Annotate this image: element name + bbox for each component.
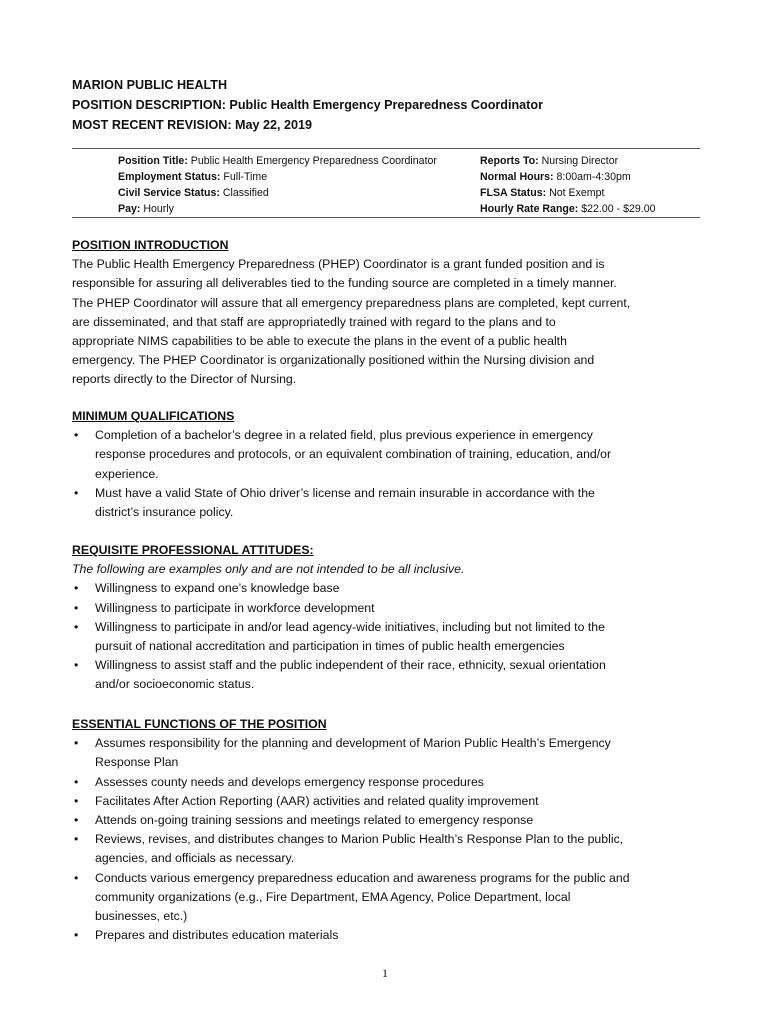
list-item: • Completion of a bachelor’s degree in a related field, plus previous experience in emergency response procedures and protocols, or an equivalent combination of training, education, and/or experience. [74, 428, 612, 481]
functions-list [72, 734, 704, 945]
info-column-left [118, 153, 437, 217]
bullet-icon: • [74, 658, 79, 673]
info-row-civil-service-status: Civil Service Status: Classified [118, 187, 269, 199]
position-description-title: POSITION DESCRIPTION: Public Health Emergency Preparedness Coordinator [72, 98, 543, 112]
list-item: • Prepares and distributes education materials [72, 926, 704, 945]
info-column-right [480, 153, 655, 217]
section-heading: MINIMUM QUALIFICATIONS [72, 409, 235, 423]
bullet-icon: • [74, 736, 79, 751]
text-line: The PHEP Coordinator will assure that all emergency preparedness plans are completed, kept current, [72, 295, 631, 310]
bullet-icon: • [74, 581, 79, 596]
attitudes-note: The following are examples only and are not intended to be all inclusive. [72, 562, 465, 577]
list-item: • Assesses county needs and develops emergency response procedures [72, 773, 704, 792]
text-line: responsible for assuring all deliverables tied to the funding source are completed in a timely manner. [72, 276, 617, 291]
page-number: 1 [382, 966, 388, 980]
document-header [72, 75, 543, 135]
info-row-normal-hours: Normal Hours: 8:00am-4:30pm [480, 171, 631, 183]
list-item: • Facilitates After Action Reporting (AAR) activities and related quality improvement [72, 792, 704, 811]
text-line: appropriate NIMS capabilities to be able to execute the plans in the event of a public health [72, 334, 567, 349]
bullet-icon: • [74, 619, 79, 634]
bullet-icon: • [74, 774, 79, 789]
section-position-introduction [72, 236, 704, 390]
text-line: are disseminated, and that staff are appropriatedly trained with regard to the plans and to [72, 314, 556, 329]
list-item: • Willingness to expand one’s knowledge base [72, 579, 704, 598]
info-row-pay: Pay: Hourly [118, 203, 174, 215]
list-item: • Assumes responsibility for the planning and development of Marion Public Health’s Emergency Response Plan [74, 736, 611, 770]
attitudes-list [72, 579, 704, 694]
bullet-icon: • [74, 485, 79, 500]
bullet-icon: • [74, 428, 79, 443]
section-heading: REQUISITE PROFESSIONAL ATTITUDES: [72, 543, 314, 557]
list-item: • Conducts various emergency preparedness education and awareness programs for the public and community organizations (e.g., Fire Department, EMA Agency, Police Department, local businesses, etc.) [74, 870, 630, 924]
section-heading: POSITION INTRODUCTION [72, 238, 229, 252]
text-line: The Public Health Emergency Preparedness (PHEP) Coordinator is a grant funded position and is [72, 257, 605, 272]
section-minimum-qualifications [72, 407, 704, 522]
list-item: • Must have a valid State of Ohio driver’s license and remain insurable in accordance with the district’s insurance policy. [74, 485, 595, 520]
bullet-icon: • [74, 813, 79, 828]
info-row-flsa-status: FLSA Status: Not Exempt [480, 187, 605, 199]
qualifications-list [72, 426, 704, 522]
position-info-table [72, 148, 700, 218]
info-row-reports-to: Reports To: Nursing Director [480, 155, 619, 167]
bullet-icon: • [74, 793, 79, 808]
bullet-icon: • [74, 870, 79, 885]
info-row-hourly-rate: Hourly Rate Range: $22.00 - $29.00 [480, 203, 656, 215]
bullet-icon: • [74, 832, 79, 847]
text-line: reports directly to the Director of Nursing. [72, 372, 297, 387]
list-item: • Reviews, revises, and distributes changes to Marion Public Health’s Response Plan to the public, agencies, and officials as necessary. [74, 832, 624, 866]
info-row-employment-status: Employment Status: Full-Time [118, 171, 268, 183]
bullet-icon: • [74, 928, 79, 943]
text-line: emergency. The PHEP Coordinator is organizationally positioned within the Nursing division and [72, 353, 595, 368]
section-heading: ESSENTIAL FUNCTIONS OF THE POSITION [72, 717, 327, 731]
list-item: • Willingness to assist staff and the public independent of their race, ethnicity, sexual orientation and/or socioeconomic status. [74, 658, 606, 692]
bullet-icon: • [74, 600, 79, 615]
section-essential-functions [72, 715, 704, 945]
intro-paragraph [72, 255, 704, 389]
info-row-position-title: Position Title: Public Health Emergency Preparedness Coordinator [118, 155, 437, 167]
list-item: • Willingness to participate in and/or lead agency-wide initiatives, including but not limited to the pursuit of national accreditation and participation in times of public health emergencies [74, 619, 605, 654]
list-item: • Willingness to participate in workforce development [72, 599, 704, 618]
section-professional-attitudes [72, 541, 704, 695]
org-name: MARION PUBLIC HEALTH [72, 78, 228, 92]
revision-date: MOST RECENT REVISION: May 22, 2019 [72, 118, 313, 132]
list-item: • Attends on-going training sessions and meetings related to emergency response [72, 811, 704, 830]
